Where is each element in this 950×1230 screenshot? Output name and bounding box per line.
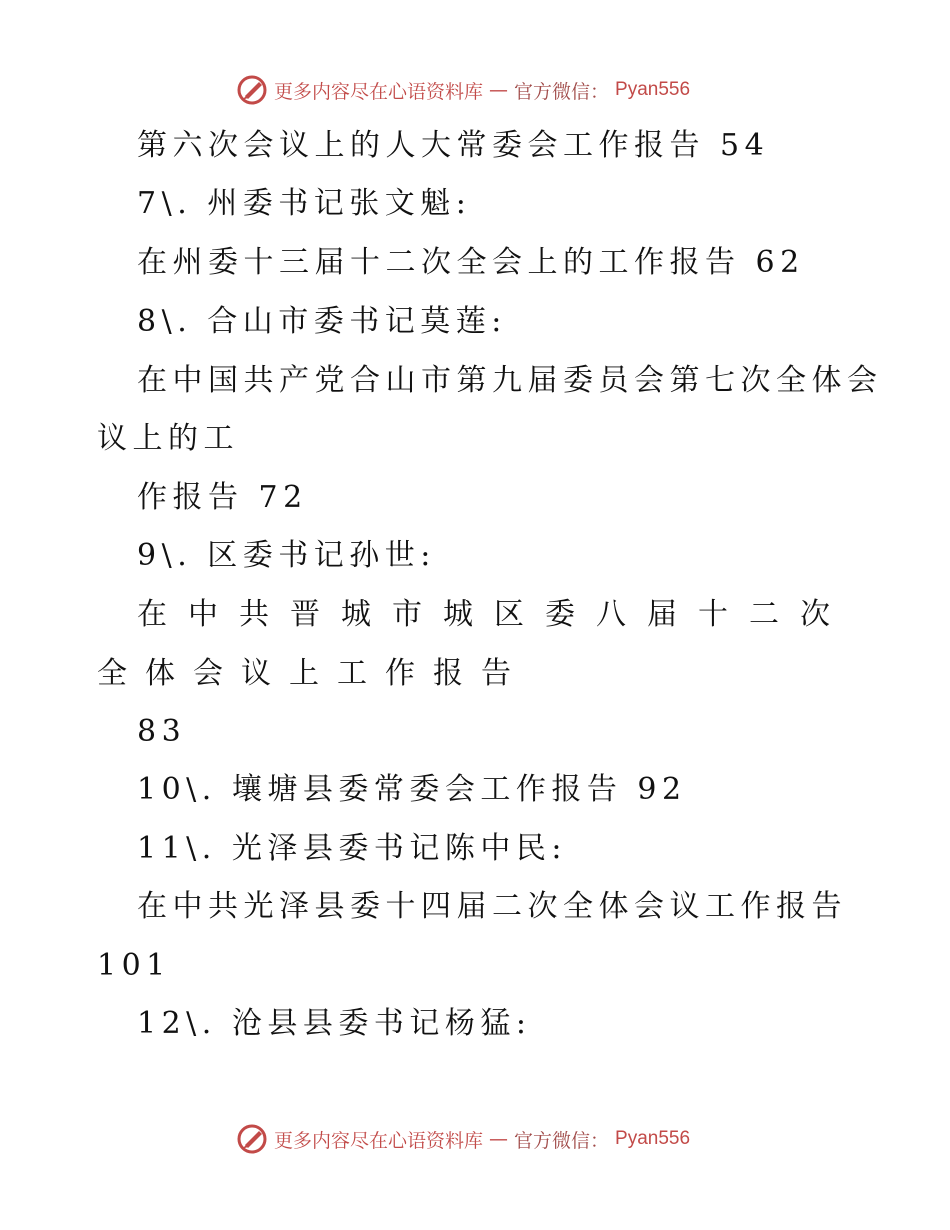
text-line: 11\. 光泽县委书记陈中民: (137, 831, 567, 866)
text-line: 101 (97, 948, 171, 983)
text-line: 在中共晋城市城区委八届十二次 (137, 597, 851, 632)
pen-logo-icon (236, 1123, 268, 1155)
text-line: 12\. 沧县县委书记杨猛: (137, 1006, 532, 1041)
text-line: 在中国共产党合山市第九届委员会第七次全体会 (137, 363, 883, 398)
pen-logo-icon (236, 74, 268, 106)
banner-text: 更多内容尽在心语资料库 (274, 80, 484, 103)
banner-wechat-id: Pyan556 (615, 79, 691, 100)
banner-wechat-label: 官方微信： (514, 1129, 610, 1152)
banner-text: 更多内容尽在心语资料库 (274, 1129, 484, 1152)
banner-wechat-id: Pyan556 (615, 1128, 691, 1149)
banner-dash: — (489, 79, 509, 101)
header-banner (236, 72, 690, 108)
text-line: 全体会议上工作报告 (97, 656, 529, 691)
text-line: 作报告 72 (137, 480, 308, 515)
text-line: 9\. 区委书记孙世: (137, 538, 436, 573)
text-line: 10\. 壤塘县委常委会工作报告 92 (137, 772, 687, 807)
text-line: 7\. 州委书记张文魁: (137, 186, 472, 221)
banner-dash: — (489, 1128, 509, 1150)
text-line: 第六次会议上的人大常委会工作报告 54 (137, 128, 770, 163)
text-line: 83 (137, 714, 187, 749)
text-line: 在中共光泽县委十四届二次全体会议工作报告 (137, 889, 847, 924)
text-line: 8\. 合山市委书记莫莲: (137, 304, 507, 339)
text-line: 在州委十三届十二次全会上的工作报告 62 (137, 245, 805, 280)
footer-banner (236, 1121, 690, 1157)
text-line: 议上的工 (97, 421, 239, 456)
banner-wechat-label: 官方微信： (514, 80, 610, 103)
